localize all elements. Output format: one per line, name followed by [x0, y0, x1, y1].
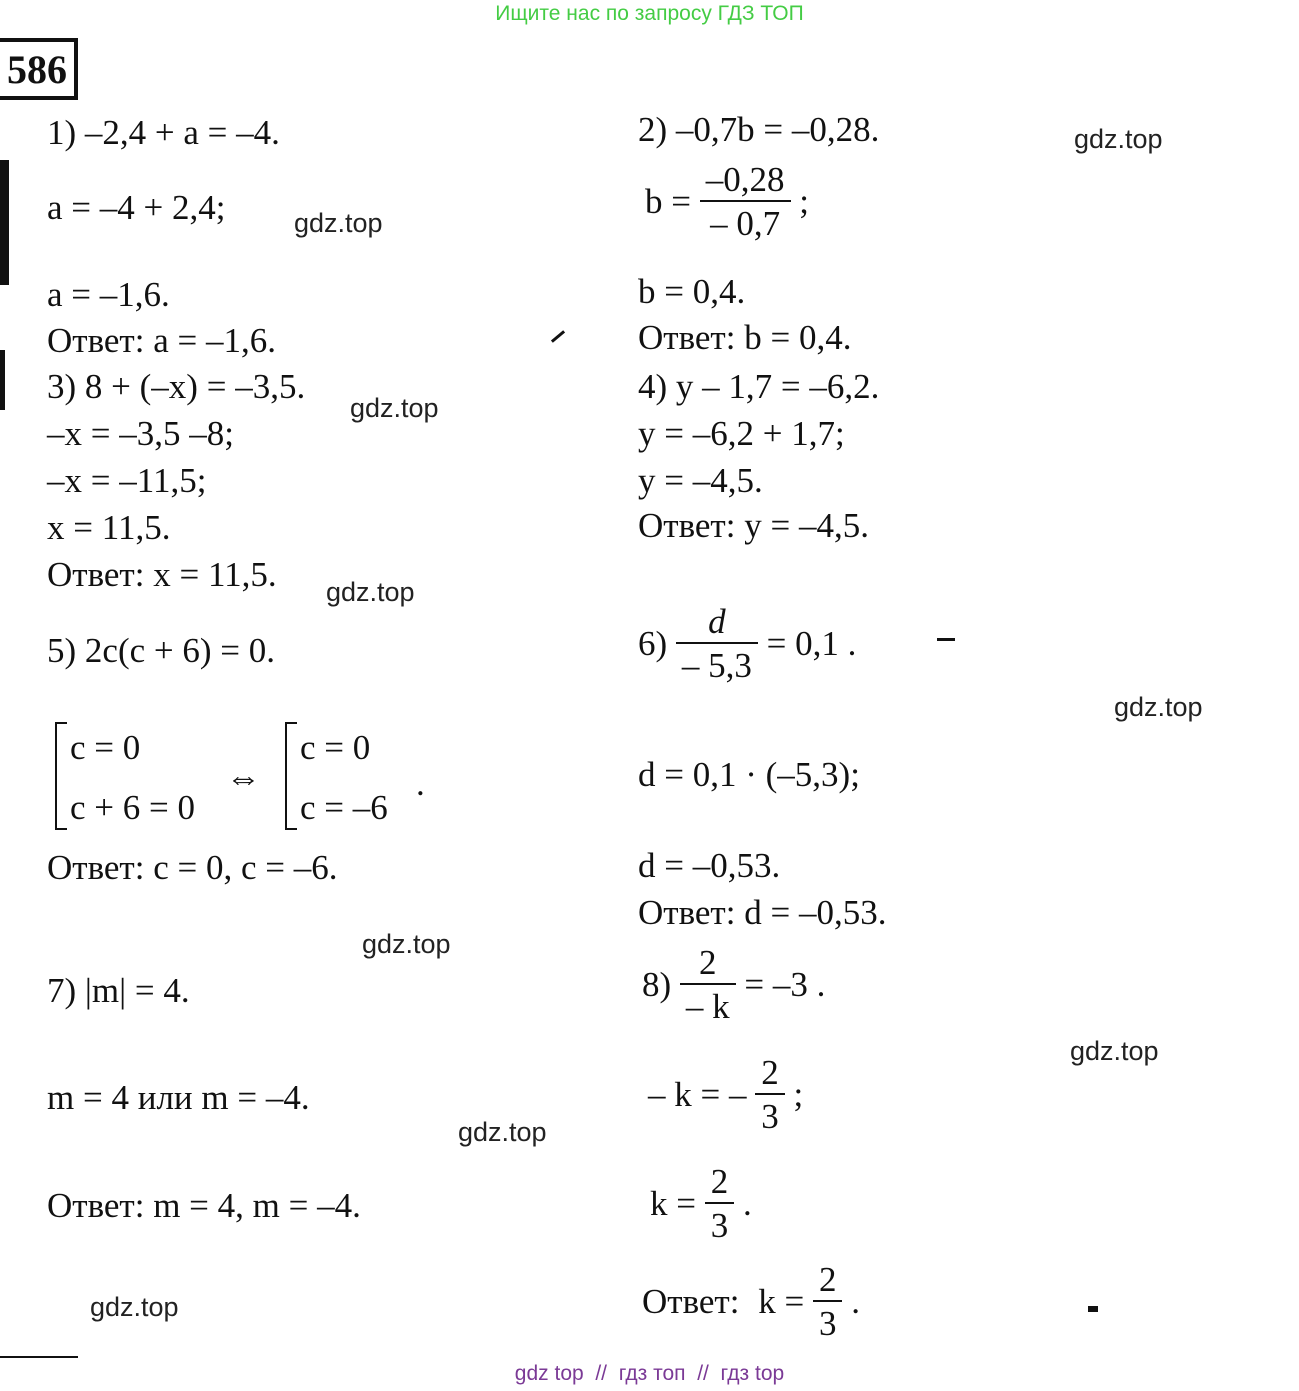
answer-label: Ответ: [638, 318, 736, 357]
p8-answer-numerator: 2 [813, 1262, 843, 1302]
p6-rhs: = 0,1 . [766, 624, 857, 663]
p8-line2-denominator: 3 [761, 1097, 779, 1136]
p8-line2-numerator: 2 [755, 1055, 785, 1095]
scan-mark [0, 350, 5, 410]
p7-line2: m = 4 или m = –4. [47, 1078, 310, 1117]
p1-line3: a = –1,6. [47, 275, 170, 314]
p4-line1: 4) y – 1,7 = –6,2. [638, 367, 880, 406]
p2-line1: 2) –0,7b = –0,28. [638, 110, 880, 149]
p8-label: 8) [642, 965, 672, 1004]
p7-answer [47, 1188, 361, 1223]
p6-line2: d = 0,1 · (–5,3); [638, 755, 860, 794]
p4-answer-value: y = –4,5. [744, 506, 869, 545]
p6-numerator: d [676, 604, 758, 644]
p2-denominator: – 0,7 [710, 204, 781, 243]
p2-line2-end: ; [799, 182, 809, 221]
p3-line3: –x = –11,5; [47, 461, 207, 500]
p8-answer-lhs: k = [758, 1282, 805, 1321]
scan-mark [0, 1356, 78, 1358]
header-search-hint: Ищите нас по запросу ГДЗ ТОП [495, 2, 804, 25]
p2-line3: b = 0,4. [638, 272, 746, 311]
p5-system1-eq2: c + 6 = 0 [70, 788, 196, 827]
p1-line2: a = –4 + 2,4; [47, 188, 226, 227]
watermark: gdz.top [1074, 124, 1163, 154]
p5-system-bracket-2 [285, 722, 297, 830]
answer-label: Ответ: [47, 555, 145, 594]
p8-answer-denominator: 3 [818, 1304, 837, 1343]
p5-system1-eq1: c = 0 [70, 728, 141, 767]
p1-line1: 1) –2,4 + a = –4. [47, 113, 280, 152]
answer-label: Ответ: [47, 321, 145, 360]
p8-line3-lhs: k = [650, 1184, 696, 1223]
p6-line1 [638, 604, 856, 683]
p6-line3: d = –0,53. [638, 846, 781, 885]
p8-answer [642, 1262, 860, 1341]
p2-line2-lhs: b = [645, 182, 691, 221]
task-number: 586 [0, 38, 78, 100]
p8-line3-fraction [705, 1164, 735, 1243]
p5-system2-eq1: c = 0 [300, 728, 371, 767]
watermark: gdz.top [294, 208, 383, 238]
p4-line3: y = –4,5. [638, 461, 763, 500]
p5-answer [47, 850, 338, 885]
p8-line3-denominator: 3 [710, 1206, 729, 1245]
p7-answer-value: m = 4, m = –4. [153, 1186, 361, 1225]
p4-line2: y = –6,2 + 1,7; [638, 414, 845, 453]
p5-system2-eq2: c = –6 [300, 788, 388, 827]
p6-label: 6) [638, 624, 668, 663]
answer-label: Ответ: [642, 1282, 740, 1321]
scan-speck [1088, 1306, 1098, 1312]
watermark: gdz.top [326, 577, 415, 607]
footer-links: gdz top // гдз топ // гдз top [514, 1362, 785, 1385]
watermark: gdz.top [1114, 692, 1203, 722]
p8-line2-lhs: – k = – [648, 1075, 747, 1114]
p1-answer [47, 323, 276, 358]
p3-answer-value: x = 11,5. [153, 555, 277, 594]
p5-system-dot: . [416, 764, 425, 803]
answer-label: Ответ: [638, 893, 736, 932]
p8-line3-end: . [743, 1184, 752, 1223]
p8-line2-end: ; [793, 1075, 804, 1114]
p8-answer-end: . [851, 1282, 860, 1321]
p2-fraction [700, 162, 791, 241]
p8-rhs: = –3 . [744, 965, 826, 1004]
p8-fraction [680, 945, 736, 1024]
p2-answer-value: b = 0,4. [744, 318, 852, 357]
p3-line1: 3) 8 + (–x) = –3,5. [47, 367, 306, 406]
p8-line3-numerator: 2 [705, 1164, 735, 1204]
p6-fraction [676, 604, 758, 683]
p7-line1: 7) |m| = 4. [47, 971, 190, 1010]
p2-numerator: –0,28 [700, 162, 791, 202]
p8-denominator: – k [685, 987, 730, 1026]
p8-line1 [642, 945, 825, 1024]
p3-line4: x = 11,5. [47, 508, 171, 547]
p5-system-bracket-1 [55, 722, 67, 830]
p3-answer [47, 557, 277, 592]
p8-answer-fraction [813, 1262, 843, 1341]
watermark: gdz.top [90, 1292, 179, 1322]
p6-answer [638, 895, 886, 930]
p2-answer [638, 320, 851, 355]
p1-answer-value: a = –1,6. [153, 321, 276, 360]
answer-label: Ответ: [638, 506, 736, 545]
watermark: gdz.top [362, 929, 451, 959]
scan-speck [937, 638, 955, 641]
p4-answer [638, 508, 869, 543]
p6-answer-value: d = –0,53. [744, 893, 887, 932]
p8-line3 [650, 1164, 752, 1243]
p6-denominator: – 5,3 [681, 646, 752, 685]
scan-mark [0, 160, 9, 285]
p8-line2 [648, 1055, 803, 1134]
answer-label: Ответ: [47, 1186, 145, 1225]
p8-numerator: 2 [680, 945, 736, 985]
p8-line2-fraction [755, 1055, 785, 1134]
p5-line1: 5) 2c(c + 6) = 0. [47, 631, 276, 670]
p3-line2: –x = –3,5 –8; [47, 414, 234, 453]
p5-equivalence: ⇔ [226, 758, 261, 797]
answer-label: Ответ: [47, 848, 145, 887]
watermark: gdz.top [350, 393, 439, 423]
watermark: gdz.top [458, 1117, 547, 1147]
watermark: gdz.top [1070, 1036, 1159, 1066]
p5-answer-value: c = 0, c = –6. [153, 848, 338, 887]
p2-line2 [645, 162, 809, 241]
scan-speck [551, 330, 565, 343]
